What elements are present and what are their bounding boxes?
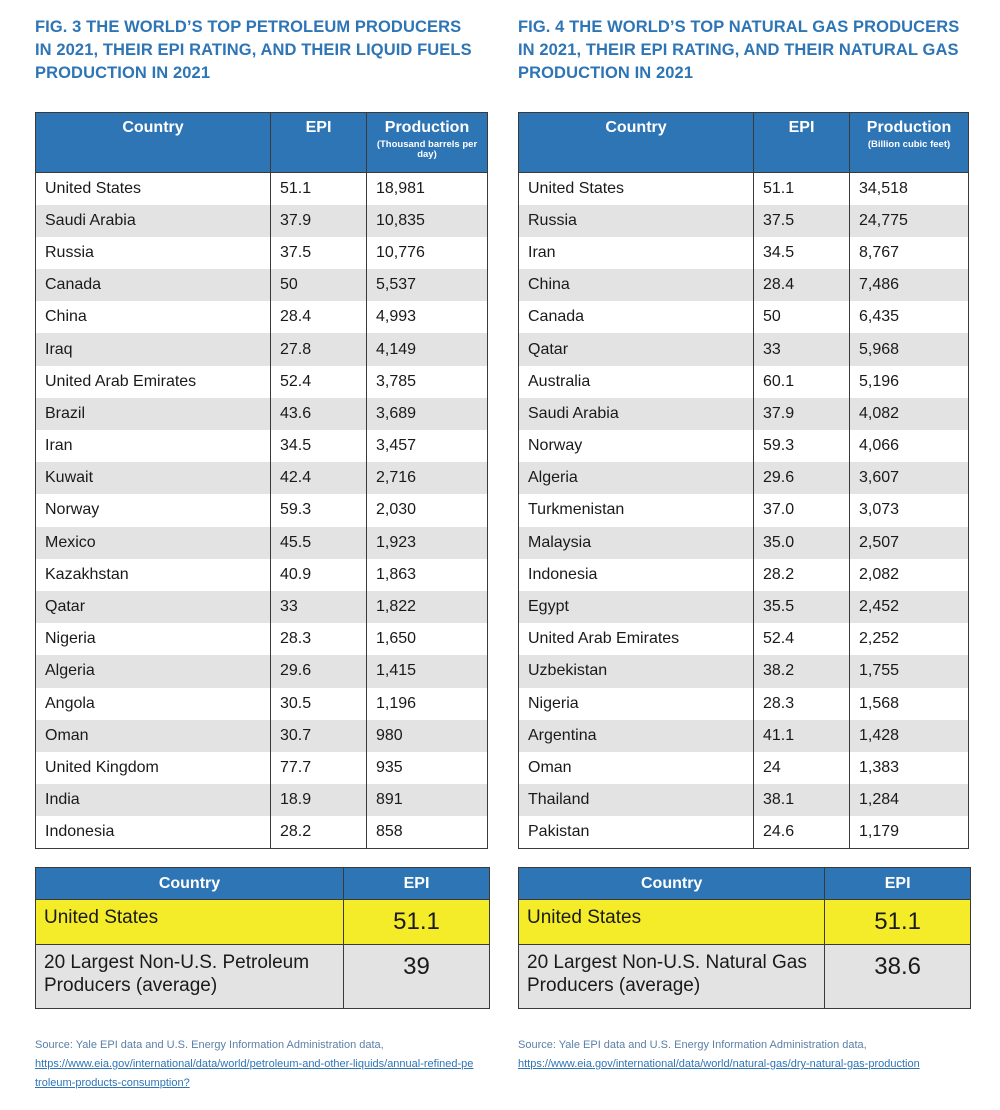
summary-average-epi: 38.6 [825, 945, 971, 1009]
cell-production: 2,082 [850, 559, 969, 591]
cell-country: United Arab Emirates [36, 366, 271, 398]
cell-country: Iran [36, 430, 271, 462]
cell-country: United States [519, 173, 754, 205]
cell-production: 1,568 [850, 688, 969, 720]
table-row [36, 205, 488, 237]
cell-epi: 52.4 [754, 623, 850, 655]
cell-epi: 37.5 [271, 237, 367, 269]
table-row [519, 720, 969, 752]
cell-country: Argentina [519, 720, 754, 752]
cell-epi: 77.7 [271, 752, 367, 784]
cell-country: Nigeria [519, 688, 754, 720]
table-row [36, 784, 488, 816]
table-row [36, 269, 488, 301]
cell-country: Pakistan [519, 816, 754, 848]
table-row [36, 623, 488, 655]
source-text: Source: Yale EPI data and U.S. Energy Information Administration data, [518, 1039, 867, 1051]
cell-country: Iran [519, 237, 754, 269]
cell-production: 24,775 [850, 205, 969, 237]
cell-epi: 30.7 [271, 720, 367, 752]
cell-country: Uzbekistan [519, 655, 754, 687]
cell-epi: 35.0 [754, 527, 850, 559]
table-row [36, 462, 488, 494]
cell-country: Norway [36, 494, 271, 526]
cell-epi: 60.1 [754, 366, 850, 398]
cell-production: 3,785 [367, 366, 488, 398]
cell-production: 1,196 [367, 688, 488, 720]
cell-production: 10,835 [367, 205, 488, 237]
table-row [519, 623, 969, 655]
cell-epi: 59.3 [271, 494, 367, 526]
cell-epi: 30.5 [271, 688, 367, 720]
table-body [519, 173, 969, 849]
figure-title: FIG. 4 THE WORLD’S TOP NATURAL GAS PRODUCERS IN 2021, THEIR EPI RATING, AND THEIR NATURAL GAS PRODUCTION IN 2021 [518, 18, 960, 82]
summary-header-country: Country [519, 868, 825, 900]
cell-epi: 38.2 [754, 655, 850, 687]
cell-epi: 28.4 [271, 301, 367, 333]
cell-country: Canada [519, 301, 754, 333]
cell-country: Saudi Arabia [519, 398, 754, 430]
table-row [36, 173, 488, 205]
summary-us-label: United States [519, 900, 825, 945]
cell-production: 7,486 [850, 269, 969, 301]
cell-production: 1,284 [850, 784, 969, 816]
summary-header-epi: EPI [825, 868, 971, 900]
summary-us-row [36, 900, 490, 945]
table-row [519, 752, 969, 784]
table-row [36, 366, 488, 398]
cell-production: 1,383 [850, 752, 969, 784]
source-link[interactable]: https://www.eia.gov/international/data/world/natural-gas/dry-natural-gas-production [518, 1058, 920, 1070]
source-note [518, 1036, 963, 1074]
cell-epi: 34.5 [754, 237, 850, 269]
column-header-country: Country [519, 113, 754, 173]
cell-epi: 43.6 [271, 398, 367, 430]
table-row [519, 173, 969, 205]
cell-country: Russia [519, 205, 754, 237]
table-row [36, 301, 488, 333]
cell-epi: 37.5 [754, 205, 850, 237]
cell-country: Russia [36, 237, 271, 269]
cell-production: 1,428 [850, 720, 969, 752]
cell-epi: 51.1 [754, 173, 850, 205]
cell-country: Saudi Arabia [36, 205, 271, 237]
summary-us-epi: 51.1 [825, 900, 971, 945]
cell-country: China [36, 301, 271, 333]
cell-country: Iraq [36, 333, 271, 365]
figure-title: FIG. 3 THE WORLD’S TOP PETROLEUM PRODUCERS IN 2021, THEIR EPI RATING, AND THEIR LIQUID FUELS PRODUCTION IN 2021 [35, 18, 472, 82]
cell-country: Qatar [36, 591, 271, 623]
table-row [519, 591, 969, 623]
cell-epi: 37.9 [754, 398, 850, 430]
cell-epi: 24.6 [754, 816, 850, 848]
cell-country: Canada [36, 269, 271, 301]
cell-production: 1,650 [367, 623, 488, 655]
table-row [36, 752, 488, 784]
cell-production: 1,822 [367, 591, 488, 623]
cell-production: 1,923 [367, 527, 488, 559]
table-row [36, 398, 488, 430]
table-row [519, 205, 969, 237]
cell-country: Mexico [36, 527, 271, 559]
cell-epi: 59.3 [754, 430, 850, 462]
table-row [36, 333, 488, 365]
cell-production: 3,457 [367, 430, 488, 462]
cell-epi: 50 [271, 269, 367, 301]
cell-country: United Kingdom [36, 752, 271, 784]
cell-production: 2,716 [367, 462, 488, 494]
table-row [519, 784, 969, 816]
cell-country: India [36, 784, 271, 816]
summary-header-epi: EPI [344, 868, 490, 900]
table-body [36, 173, 488, 849]
cell-epi: 28.3 [271, 623, 367, 655]
table-row [519, 301, 969, 333]
table-row [519, 527, 969, 559]
cell-country: China [519, 269, 754, 301]
cell-production: 34,518 [850, 173, 969, 205]
summary-average-epi: 39 [344, 945, 490, 1009]
cell-production: 18,981 [367, 173, 488, 205]
table-row [36, 494, 488, 526]
cell-epi: 29.6 [754, 462, 850, 494]
production-unit: (Billion cubic feet) [867, 139, 951, 150]
summary-average-row [36, 945, 490, 1009]
production-unit: (Thousand barrels per day) [376, 139, 478, 160]
table-row [519, 816, 969, 848]
cell-production: 980 [367, 720, 488, 752]
cell-country: Turkmenistan [519, 494, 754, 526]
cell-country: Indonesia [36, 816, 271, 848]
cell-production: 4,149 [367, 333, 488, 365]
cell-epi: 33 [754, 333, 850, 365]
petroleum-summary-table [35, 867, 490, 1009]
table-row [36, 655, 488, 687]
cell-country: Egypt [519, 591, 754, 623]
cell-country: Oman [519, 752, 754, 784]
cell-epi: 37.9 [271, 205, 367, 237]
summary-us-label: United States [36, 900, 344, 945]
table-row [519, 559, 969, 591]
cell-epi: 38.1 [754, 784, 850, 816]
cell-epi: 27.8 [271, 333, 367, 365]
cell-epi: 35.5 [754, 591, 850, 623]
cell-production: 1,863 [367, 559, 488, 591]
cell-epi: 28.2 [754, 559, 850, 591]
cell-production: 10,776 [367, 237, 488, 269]
column-header-epi: EPI [271, 113, 367, 173]
cell-epi: 28.2 [271, 816, 367, 848]
table-row [36, 430, 488, 462]
cell-production: 1,179 [850, 816, 969, 848]
cell-production: 2,507 [850, 527, 969, 559]
cell-production: 3,689 [367, 398, 488, 430]
table-row [36, 688, 488, 720]
cell-production: 858 [367, 816, 488, 848]
cell-epi: 37.0 [754, 494, 850, 526]
table-row [519, 494, 969, 526]
column-header-epi: EPI [754, 113, 850, 173]
cell-epi: 45.5 [271, 527, 367, 559]
cell-epi: 51.1 [271, 173, 367, 205]
cell-country: Oman [36, 720, 271, 752]
cell-epi: 28.3 [754, 688, 850, 720]
cell-production: 5,537 [367, 269, 488, 301]
table-row [519, 655, 969, 687]
table-row [36, 591, 488, 623]
summary-header-row [519, 868, 971, 900]
summary-us-row [519, 900, 971, 945]
natural-gas-producers-table [518, 112, 969, 849]
cell-epi: 29.6 [271, 655, 367, 687]
cell-production: 3,607 [850, 462, 969, 494]
cell-production: 1,415 [367, 655, 488, 687]
natural-gas-summary-table [518, 867, 971, 1009]
column-header-country: Country [36, 113, 271, 173]
cell-production: 8,767 [850, 237, 969, 269]
cell-production: 2,252 [850, 623, 969, 655]
cell-production: 935 [367, 752, 488, 784]
table-row [36, 527, 488, 559]
cell-production: 6,435 [850, 301, 969, 333]
cell-production: 4,066 [850, 430, 969, 462]
petroleum-producers-table [35, 112, 488, 849]
cell-epi: 24 [754, 752, 850, 784]
cell-country: Algeria [519, 462, 754, 494]
table-header-row [519, 113, 969, 173]
table-row [36, 237, 488, 269]
cell-country: Kazakhstan [36, 559, 271, 591]
cell-production: 5,196 [850, 366, 969, 398]
cell-country: Angola [36, 688, 271, 720]
cell-epi: 42.4 [271, 462, 367, 494]
cell-production: 5,968 [850, 333, 969, 365]
cell-production: 2,030 [367, 494, 488, 526]
summary-average-label: 20 Largest Non-U.S. Petroleum Producers (average) [36, 945, 344, 1009]
cell-production: 4,082 [850, 398, 969, 430]
table-row [519, 430, 969, 462]
cell-epi: 50 [754, 301, 850, 333]
table-row [519, 366, 969, 398]
cell-country: Kuwait [36, 462, 271, 494]
summary-average-row [519, 945, 971, 1009]
table-row [519, 462, 969, 494]
cell-epi: 18.9 [271, 784, 367, 816]
cell-production: 891 [367, 784, 488, 816]
summary-us-epi: 51.1 [344, 900, 490, 945]
cell-country: Thailand [519, 784, 754, 816]
source-text: Source: Yale EPI data and U.S. Energy Information Administration data, [35, 1039, 384, 1051]
summary-average-label: 20 Largest Non-U.S. Natural Gas Producers (average) [519, 945, 825, 1009]
cell-epi: 52.4 [271, 366, 367, 398]
cell-epi: 41.1 [754, 720, 850, 752]
cell-epi: 34.5 [271, 430, 367, 462]
summary-header-country: Country [36, 868, 344, 900]
cell-country: Brazil [36, 398, 271, 430]
summary-header-row [36, 868, 490, 900]
table-row [36, 720, 488, 752]
table-row [519, 688, 969, 720]
source-note [35, 1036, 480, 1093]
cell-country: Qatar [519, 333, 754, 365]
column-header-production: Production (Thousand barrels per day) [367, 113, 488, 173]
cell-country: United Arab Emirates [519, 623, 754, 655]
table-row [519, 269, 969, 301]
cell-production: 2,452 [850, 591, 969, 623]
cell-production: 1,755 [850, 655, 969, 687]
table-row [519, 398, 969, 430]
cell-epi: 28.4 [754, 269, 850, 301]
table-row [519, 237, 969, 269]
cell-country: Australia [519, 366, 754, 398]
cell-country: Malaysia [519, 527, 754, 559]
table-row [519, 333, 969, 365]
cell-country: Norway [519, 430, 754, 462]
cell-production: 4,993 [367, 301, 488, 333]
table-row [36, 816, 488, 848]
cell-country: Algeria [36, 655, 271, 687]
cell-country: United States [36, 173, 271, 205]
column-header-production: Production (Billion cubic feet) [850, 113, 969, 173]
cell-country: Nigeria [36, 623, 271, 655]
cell-epi: 33 [271, 591, 367, 623]
cell-production: 3,073 [850, 494, 969, 526]
cell-epi: 40.9 [271, 559, 367, 591]
table-row [36, 559, 488, 591]
source-link[interactable]: https://www.eia.gov/international/data/world/petroleum-and-other-liquids/annual-refined-pe troleum-products-consumption? [35, 1058, 474, 1089]
table-header-row [36, 113, 488, 173]
cell-country: Indonesia [519, 559, 754, 591]
